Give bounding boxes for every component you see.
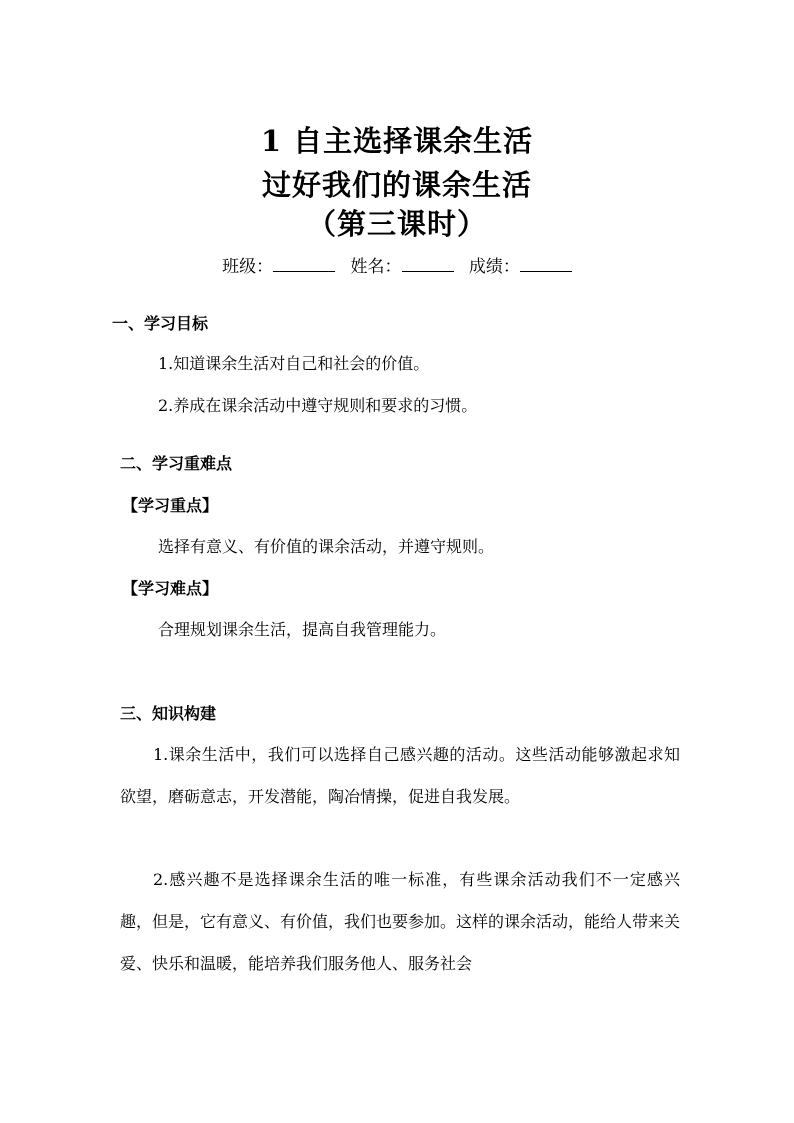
knowledge-paragraph-2: 2.感兴趣不是选择课余生活的唯一标准，有些课余活动我们不一定感兴趣，但是，它有意义、有价值，我们也要参加。这样的课余活动，能给人带来关爱、快乐和温暖，能培养我们服务他人、服务社会 [120,870,681,973]
difficulty-label: 【学习难点】 [122,579,219,598]
class-blank[interactable] [273,255,335,272]
lesson-period: （第三课时） [306,207,487,241]
difficulty-text: 合理规划课余生活，提高自我管理能力。 [158,620,447,639]
knowledge-paragraph-1: 1.课余生活中，我们可以选择自己感兴趣的活动。这些活动能够激起求知欲望，磨砺意志，开发潜能，陶冶情操，促进自我发展。 [120,745,680,806]
name-label: 姓名： [350,257,402,277]
name-blank[interactable] [402,255,454,272]
section-heading-knowledge: 三、知识构建 [120,704,217,723]
lesson-subtitle: 过好我们的课余生活 [261,168,532,202]
key-point-text: 选择有意义、有价值的课余活动，并遵守规则。 [158,537,495,556]
lesson-title: 1 自主选择课余生活 [260,124,534,158]
score-blank[interactable] [520,255,572,272]
goal-item: 2.养成在课余活动中遵守规则和要求的习惯。 [158,396,478,415]
key-point-label: 【学习重点】 [122,496,219,515]
class-label: 班级： [222,257,274,277]
student-info-row [0,255,794,279]
section-heading-goals: 一、学习目标 [112,314,209,333]
section-heading-key-points: 二、学习重难点 [120,454,233,473]
score-label: 成绩： [468,257,520,277]
goal-item: 1.知道课余生活对自己和社会的价值。 [158,354,430,373]
